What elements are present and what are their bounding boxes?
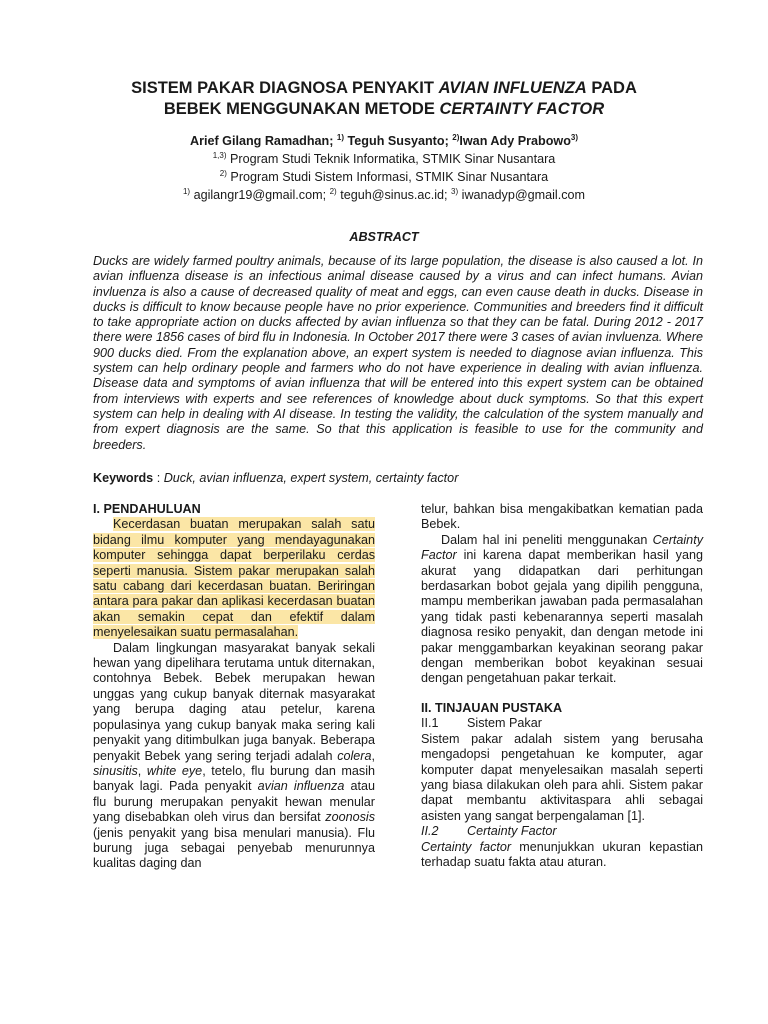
title-text: SISTEM PAKAR DIAGNOSA PENYAKIT	[131, 79, 439, 97]
text-run: menunjukkan ukuran kepastian terhadap suatu fakta atau aturan.	[421, 839, 704, 869]
author-3: Iwan Ady Prabowo	[459, 134, 571, 148]
subsection-2-heading	[421, 824, 703, 839]
italic-term: colera	[337, 748, 372, 763]
paragraph-1	[93, 517, 375, 640]
author-2-mark: 2)	[452, 132, 460, 142]
italic-term: Certainty Factor	[421, 532, 703, 563]
title-line-1	[60, 78, 708, 99]
text-run: Dalam hal ini peneliti menggunakan	[441, 532, 653, 547]
affiliation-1-text: Program Studi Teknik Informatika, STMIK Sinar Nusantara	[226, 152, 556, 166]
text-run: ini karena dapat memberikan hasil yang akurat yang didapatkan dari perhitungan berdasarkan bobot gejala yang dipilih pengguna, mampu memberikan jawaban pada permasalahan yang tidak pasti kebenarannya seperti masalah diagnosa resiko penyakit, dan dengan metode ini pakar menggambarkan keyakinan seorang pakar dengan memberikan bobot keyakinan sesuai dengan pengetahuan pakar terkait.	[421, 548, 703, 686]
paragraph-2	[93, 641, 375, 872]
italic-term: sinusitis	[93, 763, 138, 778]
subsection-2-number: II.2	[421, 824, 439, 839]
section-1-heading: I. PENDAHULUAN	[93, 502, 201, 516]
affiliation-2-text: Program Studi Sistem Informasi, STMIK Sinar Nusantara	[226, 170, 549, 184]
subsection-1-number: II.1	[421, 716, 439, 731]
title-line-2	[60, 99, 708, 120]
subsection-2-title: Certainty Factor	[467, 824, 557, 839]
author-3-mark: 3)	[570, 132, 579, 142]
subsection-1-heading	[421, 716, 703, 731]
section-2-heading: II. TINJAUAN PUSTAKA	[421, 700, 563, 715]
keywords-label: Keywords	[93, 471, 154, 485]
right-column	[421, 502, 703, 870]
email-3-mark: 3)	[451, 186, 459, 196]
title-italic: CERTAINTY FACTOR	[439, 100, 605, 118]
title-text: BEBEK MENGGUNAKAN METODE	[163, 100, 440, 118]
title-text: PADA	[586, 79, 637, 97]
email-2: teguh@sinus.ac.id;	[336, 188, 452, 202]
affiliation-2-mark: 2)	[219, 168, 227, 178]
abstract-body: Ducks are widely farmed poultry animals, because of its large population, the disease is also caused a lot. In avian influenza disease is an infectious animal disease caused by a virus and can infect humans. Avian invluenza is also a cause of decreased quality of meat and eggs, can even cause death in ducks. Disease in ducks is difficult to know because people have no prior experience. Communities and breeders find it difficult to take appropriate action on ducks affected by avian influenza so that they can be fatal. During 2012 - 2017 there were 1856 cases of bird flu in Indonesia. In October 2017 there were 3 cases of avian invluenza. Where 900 ducks died. From the explanation above, an expert system is needed to diagnose avian influenza. This system can help ordinary people and farmers who do not have experience in dealing with avian influenza. Disease data and symptoms of avian influenza that will be entered into this expert system can be obtained from interviews with experts and see references of knowledge about duck symptoms. So that this expert system can help in dealing with AI disease. In testing the validity, the calculation of the system manually and from expert diagnosis are the same. So that this application is feasible to use for the community and breeders.	[93, 254, 703, 452]
text-run: Dalam lingkungan masyarakat banyak sekali hewan yang dipelihara terutama untuk diternakan, contohnya Bebek. Bebek merupakan hewan unggas yang cukup banyak diternak masyarakat yang berupa daging atau petelur, karena populasinya yang cukup banyak maka sering kali penyakit yang ditimbulkan juga banyak. Beberapa penyakit Bebek yang sering terjadi adalah	[93, 640, 375, 763]
subsection-2-text	[421, 840, 703, 871]
author-1-mark: 1)	[336, 132, 345, 142]
affiliation-1	[60, 150, 708, 168]
email-1: agilangr19@gmail.com;	[190, 188, 330, 202]
author-1: Arief Gilang Ramadhan;	[189, 134, 337, 148]
text-run: ,	[137, 763, 147, 778]
email-1-mark: 1)	[182, 186, 191, 196]
affiliation-2	[60, 168, 708, 186]
paragraph-4	[421, 533, 703, 687]
paragraph-3: telur, bahkan bisa mengakibatkan kematian pada Bebek.	[421, 502, 703, 532]
author-emails	[60, 186, 708, 204]
subsection-1-text: Sistem pakar adalah sistem yang berusaha mengadopsi pengetahuan ke komputer, agar komputer dapat menyelesaikan masalah seperti yang biasa dilakukan oleh para ahli. Sistem pakar dapat membantu aktivitaspara ahli sebagai asisten yang sangat berpengalaman [1].	[421, 731, 703, 823]
italic-term: white eye	[146, 763, 203, 778]
title-italic: AVIAN INFLUENZA	[438, 79, 587, 97]
email-2-mark: 2)	[329, 186, 337, 196]
keywords-text: Duck, avian influenza, expert system, certainty factor	[163, 471, 459, 485]
italic-term: zoonosis	[325, 810, 375, 825]
affiliation-1-mark: 1,3)	[212, 150, 227, 160]
spacer	[421, 687, 703, 701]
highlighted-text: Kecerdasan buatan merupakan salah satu bidang ilmu komputer yang mendayagunakan komputer sehingga dapat berperilaku cerdas seperti manusia. Sistem pakar merupakan salah satu cabang dari kecerdasan buatan. Beriringan antara para pakar dan aplikasi kecerdasan buatan akan semakin cepat dan efektif dalam menyelesaikan suatu permasalahan.	[93, 517, 375, 640]
italic-term: avian influenza	[257, 779, 345, 794]
abstract-heading: ABSTRACT	[349, 230, 419, 244]
keywords-separator: :	[153, 471, 164, 485]
italic-term: Certainty factor	[421, 839, 512, 854]
author-names	[60, 132, 708, 150]
author-2: Teguh Susyanto;	[344, 134, 453, 148]
text-run: (jenis penyakit yang bisa menulari manusia). Flu burung juga sebagai penyebab menurunnya kualitas daging dan	[93, 825, 375, 871]
email-3: iwanadyp@gmail.com	[458, 188, 586, 202]
text-run: atau flu burung merupakan penyakit hewan menular yang disebabkan oleh virus dan bersifat	[93, 779, 375, 825]
subsection-1-title: Sistem Pakar	[467, 716, 542, 731]
left-column	[93, 502, 375, 872]
text-run: , tetelo, flu burung dan masih banyak lagi. Pada penyakit	[93, 763, 376, 794]
text-run: ,	[371, 748, 375, 763]
author-block	[60, 132, 708, 204]
keywords-line	[93, 471, 703, 486]
paper-title	[60, 78, 708, 120]
